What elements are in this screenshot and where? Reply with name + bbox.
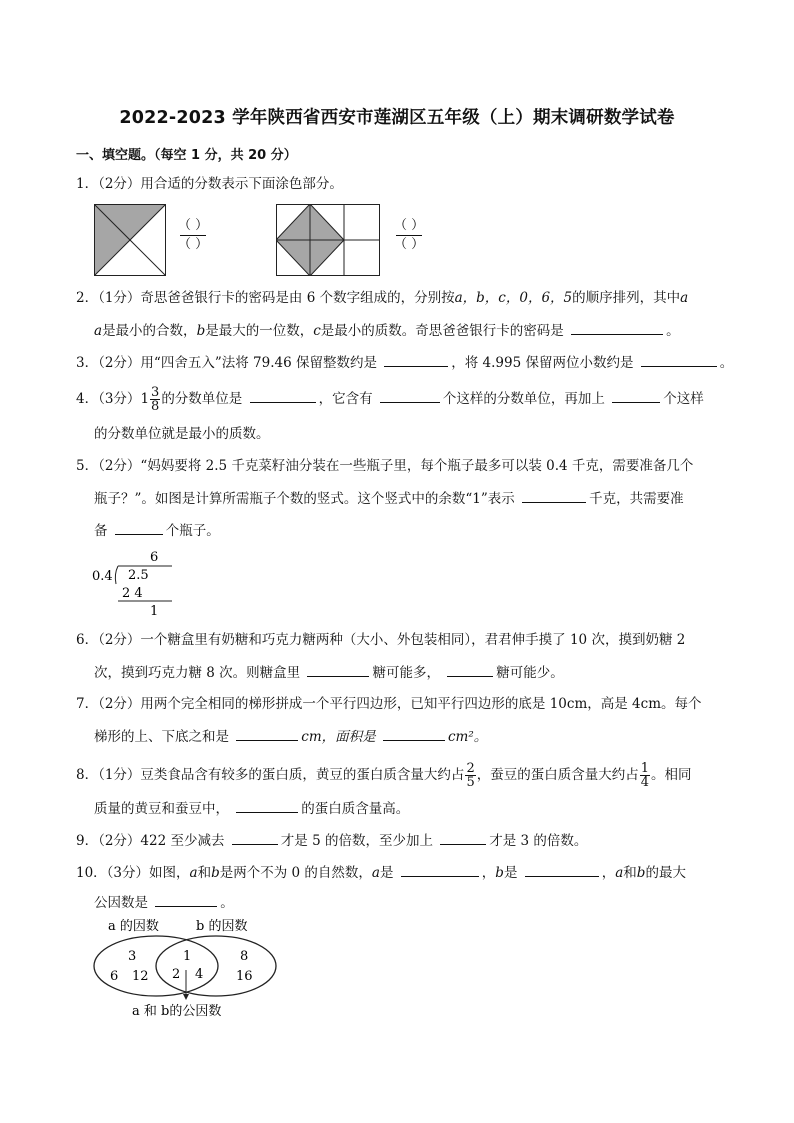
venn-common-value: 4	[195, 967, 204, 982]
venn-right-value: 8	[240, 949, 249, 964]
long-division-figure	[92, 546, 176, 618]
question-7-line-1: 7．（2分）用两个完全相同的梯形拼成一个平行四边形，已知平行四边形的底是 10cm，高是 4cm。每个	[76, 696, 702, 712]
answer-blank[interactable]	[155, 892, 217, 907]
answer-blank[interactable]	[571, 320, 663, 335]
fraction-1-4: $\frac{1}{4}$	[640, 761, 649, 790]
venn-left-value: 6	[110, 969, 119, 984]
venn-label-a: a 的因数	[108, 919, 159, 934]
question-6-line-1: 6．（2分）一个糖盒里有奶糖和巧克力糖两种（大小、外包装相同），君君伸手摸了 10 次，摸到奶糖 2	[76, 632, 686, 648]
answer-fraction-2[interactable]	[394, 218, 424, 253]
venn-circle-b	[156, 936, 276, 996]
answer-denominator: （ ）	[394, 237, 425, 252]
answer-blank[interactable]	[525, 862, 599, 877]
question-9: 9．（2分）422 至少减去 才是 5 的倍数，至少加上 才是 3 的倍数。	[76, 830, 587, 851]
answer-denominator: （ ）	[178, 237, 209, 252]
answer-blank[interactable]	[384, 352, 448, 367]
division-remainder: 1	[150, 604, 159, 618]
answer-numerator: （ ）	[394, 218, 425, 233]
answer-blank[interactable]	[447, 662, 493, 677]
venn-diagram	[92, 914, 278, 1020]
division-quotient: 6	[150, 550, 159, 565]
question-8-line-2: 质量的黄豆和蚕豆中， 的蛋白质含量高。	[94, 798, 409, 819]
question-7-line-2: 梯形的上、下底之和是 cm，面积是 cm²。	[94, 726, 487, 747]
question-4-line-1: 4．（3分）1 $\frac{3}{8}$ 的分数单位是 ，它含有 个这样的分数单位，再加上 个这样	[76, 385, 704, 414]
venn-label-b: b 的因数	[196, 919, 248, 934]
question-10-line-1: 10．（3分）如图，a和b是两个不为 0 的自然数，a是 ，b是 ，a和b的最大	[76, 862, 686, 883]
answer-blank[interactable]	[236, 726, 298, 741]
question-5-line-2: 瓶子？”。如图是计算所需瓶子个数的竖式。这个竖式中的余数“1”表示 千克，共需要准	[94, 488, 684, 509]
answer-blank[interactable]	[383, 726, 445, 741]
figure-square-diagonals	[94, 204, 166, 276]
venn-right-value: 16	[236, 969, 253, 984]
question-3: 3．（2分）用“四舍五入”法将 79.46 保留整数约是 ，将 4.995 保留两位小数约是 。	[76, 352, 733, 373]
division-divisor: 0.4	[92, 569, 113, 584]
division-dividend: 2.5	[128, 568, 149, 583]
answer-blank[interactable]	[232, 830, 278, 845]
answer-blank[interactable]	[115, 520, 163, 535]
question-10-line-2: 公因数是 。	[94, 892, 234, 913]
question-2-line-2: a是最小的合数，b是最大的一位数，c是最小的质数。奇思爸爸银行卡的密码是 。	[94, 320, 680, 341]
division-product: 2 4	[122, 586, 143, 601]
question-5-line-1: 5．（2分）“妈妈要将 2.5 千克菜籽油分装在一些瓶子里，每个瓶子最多可以装 0.4 千克，需要准备几个	[76, 458, 694, 474]
question-5-line-3: 备 个瓶子。	[94, 520, 220, 541]
question-6-line-2: 次，摸到巧克力糖 8 次。则糖盒里 糖可能多， 糖可能少。	[94, 662, 564, 683]
venn-common-value: 2	[172, 967, 181, 982]
answer-blank[interactable]	[612, 388, 660, 403]
fraction-2-5: $\frac{2}{5}$	[466, 761, 475, 790]
fraction-3-8: $\frac{3}{8}$	[151, 385, 160, 414]
answer-numerator: （ ）	[178, 218, 209, 233]
venn-left-value: 12	[132, 969, 149, 984]
answer-blank[interactable]	[641, 352, 717, 367]
answer-blank[interactable]	[307, 662, 369, 677]
mixed-number-whole: 1	[140, 391, 150, 407]
answer-blank[interactable]	[401, 862, 479, 877]
venn-common-value: 1	[183, 949, 192, 964]
answer-blank[interactable]	[236, 798, 298, 813]
venn-left-value: 3	[128, 949, 137, 964]
question-8-line-1: 8．（1分）豆类食品含有较多的蛋白质，黄豆的蛋白质含量大约占 $\frac{2}{5}$ ，蚕豆的蛋白质含量大约占 $\frac{1}{4}$ 。相同	[76, 761, 692, 790]
page-title: 2022-2023 学年陕西省西安市莲湖区五年级（上）期末调研数学试卷	[119, 108, 675, 128]
answer-blank[interactable]	[250, 388, 316, 403]
answer-blank[interactable]	[440, 830, 486, 845]
question-1-text: 1．（2分）用合适的分数表示下面涂色部分。	[76, 176, 343, 192]
venn-caption: a 和 b的公因数	[132, 1004, 222, 1019]
question-4-line-2: 的分数单位就是最小的质数。	[94, 426, 270, 442]
answer-fraction-1[interactable]	[178, 218, 208, 253]
section-heading: 一、填空题。（每空 1 分，共 20 分）	[76, 148, 297, 163]
answer-blank[interactable]	[380, 388, 440, 403]
figure-rectangle-grid	[276, 204, 380, 276]
answer-blank[interactable]	[522, 488, 586, 503]
question-2-line-1: 2．（1分）奇思爸爸银行卡的密码是由 6 个数字组成的，分别按a，b，c，0，6，5的顺序排列，其中a	[76, 290, 689, 306]
